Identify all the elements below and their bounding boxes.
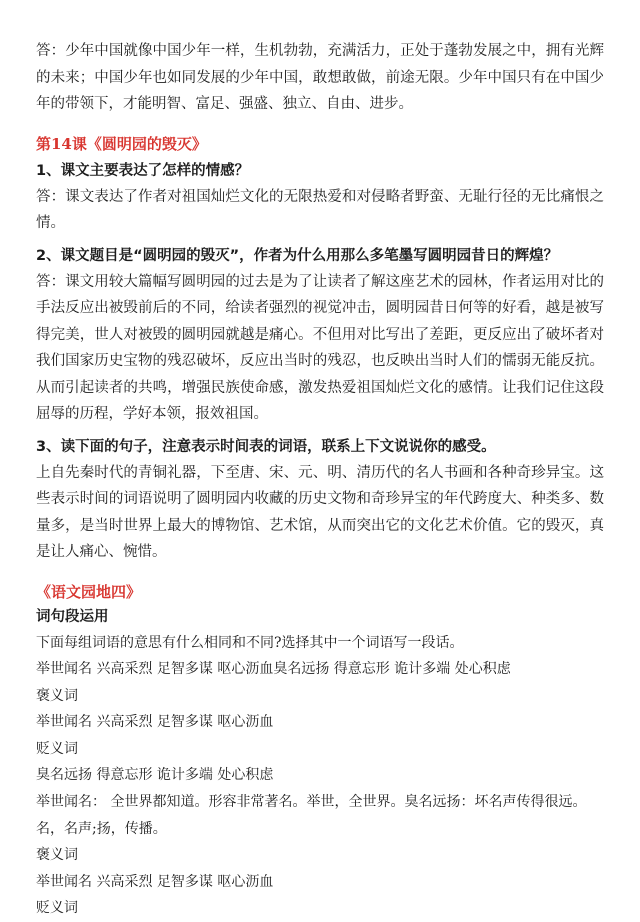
text-line: 褒义词 (36, 687, 78, 704)
ciju-subtitle: 词句段运用 (36, 608, 109, 625)
intro-answer (36, 38, 604, 118)
text-line: 贬义词 (36, 740, 78, 757)
text-line: 举世闻名 兴高采烈 足智多谋 呕心沥血 (36, 873, 274, 890)
answer-1: 答：课文表达了作者对祖国灿烂文化的无限热爱和对侵略者野蛮、无耻行径的无比痛恨之情。 (36, 188, 604, 231)
answer-3: 上自先秦时代的青铜礼器，下至唐、宋、元、明、清历代的名人书画和各种奇珍异宝。这些表示时间的词语说明了圆明园内收藏的历史文物和奇珍异宝的年代跨度大、种类多、数量多，是当时世界上最大的博物馆、艺术馆，从而突出它的文化艺术价值。它的毁灭，真是让人痛心、惋惜。 (36, 464, 604, 560)
lesson-14-title: 第14课《圆明园的毁灭》 (36, 134, 207, 153)
question-3: 3、读下面的句子，注意表示时间表的词语，联系上下文说说你的感受。 (36, 438, 496, 455)
answer-label: 答： (36, 43, 66, 59)
question-2: 2、课文题目是“圆明园的毁灭”，作者为什么用那么多笔墨写圆明园昔日的辉煌？ (36, 247, 559, 264)
yuwen-yuandi-title: 《语文园地四》 (36, 582, 142, 601)
text-line: 举世闻名： 全世界都知道。形容非常著名。举世，全世界。臭名远扬：坏名声传得很远。 (36, 794, 587, 811)
text-line: 举世闻名 兴高采烈 足智多谋 呕心沥血臭名远扬 得意忘形 诡计多端 处心积虑 (36, 661, 511, 678)
answer-2: 答：课文用较大篇幅写圆明园的过去是为了让读者了解这座艺术的园林，作者运用对比的手法反应出被毁前后的不同，给读者强烈的视觉冲击，圆明园昔日何等的好看，越是被写得完美，世人对被毁的圆明园就越是痛心。不但用对比写出了差距，更反应出了破坏者对我们国家历史宝物的残忍破坏，反应出当时的残忍，也反映出当时人们的懦弱无能反抗。从而引起读者的共鸣，增强民族使命感，激发热爱祖国灿烂文化的感情。让我们记住这段屈辱的历程，学好本领，报效祖国。 (36, 273, 604, 422)
question-1: 1、课文主要表达了怎样的情感？ (36, 162, 250, 179)
answer-text: 少年中国就像中国少年一样，生机勃勃，充满活力，正处于蓬勃发展之中，拥有光辉的未来；中国少年也如同发展的少年中国，敢想敢做，前途无限。少年中国只有在中国少年的带领下，才能明智、富足、强盛、独立、自由、进步。 (36, 43, 605, 112)
text-line: 褒义词 (36, 847, 78, 864)
text-line: 下面每组词语的意思有什么相同和不同?选择其中一个词语写一段话。 (36, 634, 464, 651)
text-line: 名，名声;扬，传播。 (36, 820, 167, 837)
text-line: 举世闻名 兴高采烈 足智多谋 呕心沥血 (36, 714, 274, 731)
text-line: 臭名远扬 得意忘形 诡计多端 处心积虑 (36, 767, 274, 784)
text-line: 贬义词 (36, 900, 78, 917)
